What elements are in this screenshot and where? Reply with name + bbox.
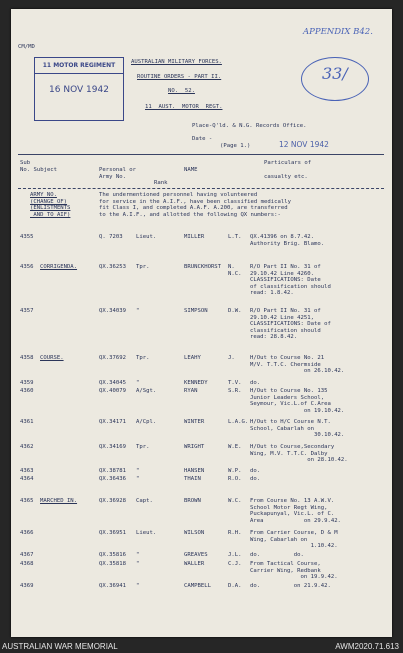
header-line4: 11 AUST. MOTOR REGT. <box>145 104 223 110</box>
row-army-no: QX.36436 <box>99 476 126 482</box>
col-name: NAME <box>184 167 198 173</box>
header-line1: AUSTRALIAN MILITARY FORCES. <box>131 59 222 65</box>
row-rank: Lieut. <box>136 530 157 536</box>
row-particulars: do. do. <box>250 552 304 558</box>
row-name: SIMPSON <box>184 308 208 314</box>
col-subject: No. Subject <box>20 167 58 173</box>
row-initials: D.W. <box>228 308 242 314</box>
row-initials: N. <box>228 264 235 270</box>
col-army-no: Army No. <box>99 174 126 180</box>
row-rank: A/Cpl. <box>136 419 157 425</box>
appendix-annotation: APPENDIX B42. <box>303 27 373 37</box>
header-line3: NO. 52. <box>168 88 195 94</box>
row-particulars: From Tactical Course, Carrier Wing, Redbank on 19.9.42. <box>250 561 338 581</box>
row-rank: Tpr. <box>136 444 150 450</box>
row-particulars: From Course No. 13 A.W.V. School Motor Regt Wing, Puckapunyal, Vic.L. of C. Area on 29.9.42. <box>250 498 341 524</box>
row-army-no: QX.34045 <box>99 380 126 386</box>
row-sub-no: 4360 <box>20 388 34 394</box>
row-rank: " <box>136 476 140 482</box>
row-name: WILSON <box>184 530 205 536</box>
unit-stamp <box>34 57 124 121</box>
row-initials: R.H. <box>228 530 242 536</box>
row-name: RYAN <box>184 388 198 394</box>
row-army-no: QX.35816 <box>99 552 126 558</box>
col-casualty: casualty etc. <box>264 174 308 180</box>
row-sub-no: 4366 <box>20 530 34 536</box>
row-particulars: do. <box>250 380 261 386</box>
row-army-no: QX.36941 <box>99 583 126 589</box>
footer-credit: AUSTRALIAN WAR MEMORIAL <box>2 642 118 651</box>
row-subject: COURSE. <box>40 355 64 361</box>
date-stamp: 12 NOV 1942 <box>279 140 329 149</box>
row-army-no: QX.34169 <box>99 444 126 450</box>
row-particulars: do. <box>250 476 261 482</box>
row-rank: " <box>136 552 140 558</box>
row-sub-no: 4364 <box>20 476 34 482</box>
row-army-no: QX.36951 <box>99 530 126 536</box>
row-sub-no: 4361 <box>20 419 34 425</box>
row-rank: A/Sgt. <box>136 388 157 394</box>
row-name: MILLER <box>184 234 205 240</box>
row-rank: Tpr. <box>136 264 150 270</box>
row-name: BROWN <box>184 498 201 504</box>
row-sub-no: 4362 <box>20 444 34 450</box>
row-initials: W.C. <box>228 498 242 504</box>
row-initials: W.E. <box>228 444 242 450</box>
column-rule <box>18 188 384 189</box>
col-personal: Personal or <box>99 167 137 173</box>
row-army-no: QX.36253 <box>99 264 126 270</box>
row-particulars: H/Out to Course,Secondary Wing, M.V. T.T.C. Dalby on 28.10.42. <box>250 444 348 464</box>
row-rank: " <box>136 308 140 314</box>
file-code: CM/MD <box>18 44 35 50</box>
row-initials: C.J. <box>228 561 242 567</box>
col-sub: Sub <box>20 160 31 166</box>
row-army-no: QX.38781 <box>99 468 126 474</box>
row-rank: " <box>136 583 140 589</box>
intro-paragraph: The undermentioned personnel having volunteered for service in the A.I.F., have been classified medically fit Class I, and completed A.A.F. A.200, are transferred to the A.I.F., and allotted the following QX numbers:- <box>99 192 291 218</box>
row-sub-no: 4368 <box>20 561 34 567</box>
row-initials: S.R. <box>228 388 242 394</box>
row-sub-no: 4355 <box>20 234 34 240</box>
row-particulars: From Carrier Course, D & M Wing, Cabarlah on 1.10.42. <box>250 530 338 550</box>
row-particulars: H/Out to H/C Course N.T. School, Cabarlah on 30.10.42. <box>250 419 345 439</box>
row-army-no: QX.34039 <box>99 308 126 314</box>
row-initials: D.A. <box>228 583 242 589</box>
row-rank: Tpr. <box>136 355 150 361</box>
stamp-date: 16 NOV 1942 <box>49 85 109 95</box>
header-place: Place-Q'ld. & N.G. Records Office. <box>192 123 307 129</box>
row-name: LEAHY <box>184 355 201 361</box>
header-page: (Page 1.) <box>220 143 251 149</box>
row-army-no: QX.36928 <box>99 498 126 504</box>
row-sub-no: 4356 <box>20 264 34 270</box>
row-particulars: R/O Part II No. 31 of 29.10.42 Line 4260. CLASSIFICATIONS: Date of classification should read: 1.8.42. <box>250 264 331 297</box>
row-rank: Lieut. <box>136 234 157 240</box>
row-initials: L.T. <box>228 234 242 240</box>
row-army-no: QX.40079 <box>99 388 126 394</box>
row-rank: " <box>136 561 140 567</box>
row-initials: R.O. <box>228 476 242 482</box>
row-subject: CORRIGENDA. <box>40 264 78 270</box>
army-no-note: ARMY NO. (CHANGE OF) (ENLISTMENTS AND TO AIF) <box>30 192 71 218</box>
stamp-unit: 11 MOTOR REGIMENT <box>35 58 123 74</box>
row-rank: " <box>136 468 140 474</box>
row-name: KENNEDY <box>184 380 208 386</box>
row-initials: W.P. <box>228 468 242 474</box>
row-name: WALLER <box>184 561 205 567</box>
row-particulars: QX.41396 on 8.7.42. Authority Brig. Blamo. <box>250 234 325 247</box>
row-name: CAMPBELL <box>184 583 211 589</box>
row-army-no: QX.37692 <box>99 355 126 361</box>
row-sub-no: 4358 <box>20 355 34 361</box>
row-name: WINTER <box>184 419 205 425</box>
col-rank: Rank <box>154 180 168 186</box>
row-army-no: QX.34171 <box>99 419 126 425</box>
row-initials: J.L. <box>228 552 242 558</box>
row-particulars: H/Out to Course No. 21 M/V. T.T.C. Chermside on 26.10.42. <box>250 355 345 375</box>
row-particulars: do. <box>250 468 261 474</box>
row-sub-no: 4367 <box>20 552 34 558</box>
row-name: GREAVES <box>184 552 208 558</box>
col-particulars: Particulars of <box>264 160 312 166</box>
footer-accession: AWM2020.71.613 <box>335 642 399 651</box>
row-army-no: QX.35818 <box>99 561 126 567</box>
row-sub-no: 4363 <box>20 468 34 474</box>
row-name-suffix: N.C. <box>228 271 242 277</box>
row-sub-no: 4369 <box>20 583 34 589</box>
row-name: THAIN <box>184 476 201 482</box>
header-date-label: Date - <box>192 136 213 142</box>
row-subject: MARCHED IN. <box>40 498 78 504</box>
row-rank: " <box>136 380 140 386</box>
row-sub-no: 4365 <box>20 498 34 504</box>
row-sub-no: 4359 <box>20 380 34 386</box>
row-initials: T.V. <box>228 380 242 386</box>
row-particulars: H/Out to Course No. 135 Junior Leaders School, Seymour, Vic.L.of C.Area on 19.10.42. <box>250 388 345 414</box>
row-particulars: R/O Part II No. 31 of 29.10.42 Line 4251, CLASSIFICATIONS: Date of classification should read: 28.8.42. <box>250 308 331 341</box>
row-rank: Capt. <box>136 498 153 504</box>
row-initials: L.A.G. <box>228 419 249 425</box>
row-name: HANSEN <box>184 468 205 474</box>
row-initials: J. <box>228 355 235 361</box>
row-army-no: Q. 7203 <box>99 234 123 240</box>
row-particulars: do. on 21.9.42. <box>250 583 331 589</box>
row-name: WRIGHT <box>184 444 205 450</box>
handwritten-number: 33/ <box>322 64 348 83</box>
row-sub-no: 4357 <box>20 308 34 314</box>
row-name: BRUNCKHORST <box>184 264 222 270</box>
header-rule <box>18 154 384 155</box>
header-line2: ROUTINE ORDERS - PART II. <box>137 74 222 80</box>
